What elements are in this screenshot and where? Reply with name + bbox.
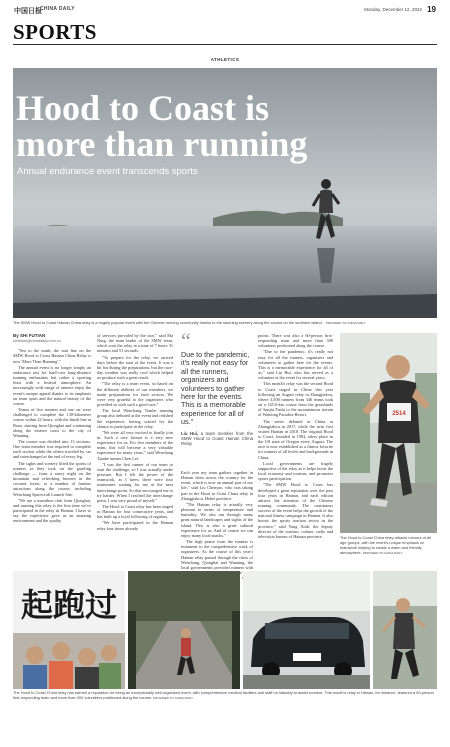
- paragraph: "I was the first runner of our team to start the challenge, so I was actually under pressure. But I felt the power of the teamwork, as I knew there were four teammates waiting for me at the next interchange point. So that encouraged me to try harder. When I reached the interchange point, I was very proud of myself.": [97, 461, 173, 503]
- article-column-4: [258, 333, 333, 540]
- headline-deck: Annual endurance event transcends sports: [17, 166, 198, 177]
- paragraph: The course was divided into 13 sections. One team member was required to complete each section while the others traveled by car and interchanged at the end of every leg.: [13, 438, 91, 460]
- paragraph: "We were all very excited to finally join in. Such a race format is a very new experience for us. For five members of the team, this will become a very valuable experience for many years," said Wenchang Tianhe runner Chen Lei.: [97, 429, 173, 461]
- paragraph: The sights and scenery lifted the spirits of runners as they took on the grueling challenge — from a starry night on the mountain and refreshing breezes in the coconut forest, to a number of famous attractions along the course, including Wenchang Spacecraft Launch Site.: [13, 460, 91, 497]
- page-number: 19: [427, 5, 436, 14]
- bottom-photo-caption: [13, 690, 437, 701]
- paragraph: "We have participated in the Hainan relay four times already.: [97, 520, 173, 531]
- side-photo-caption: [340, 535, 437, 556]
- hero-caption-credit: PROVIDED TO CHINA DAILY: [325, 321, 366, 325]
- section-title: SPORTS: [13, 20, 97, 44]
- paragraph: Teams of five runners and one car were challenged to complete the 138-kilometer course within 22 hours, with the finish line at Boao, starting from Qionghai and continuing along the eastern coast to the city of Wanning.: [13, 407, 91, 438]
- article-column-3: [181, 470, 253, 586]
- section-rule: [13, 44, 437, 45]
- paragraph: "Due to the pandemic, it's really not easy for all the runners, organizers and volunteers to gather here for the events. This is a memorable experience for all of us," said Liu Hui, who has served as a volunteer at the event for several years.: [258, 349, 333, 381]
- paragraph: The series debuted in China at Zhangjiakou in 2017, while the twin first visited Hainan in 2018. The original Hood to Coast, founded in 1982, takes place in the US state of Oregon every August. The race is now established as a fitness favorite for runners of all levels and backgrounds in China.: [258, 418, 333, 460]
- paragraph: The Hood to Coast relay has been staged in Hainan for four consecutive years, and has built up a loyal following of regulars.: [97, 504, 173, 520]
- bottom-photo-4: [373, 571, 437, 689]
- side-caption-credit: PROVIDED TO CHINA DAILY: [362, 551, 403, 555]
- quote-mark-icon: “: [181, 328, 191, 353]
- headline: [16, 90, 316, 162]
- paragraph: The annual event is no longer simply an endurance test for hard-core long-distance running enthusiasts but rather a sporting feast with a festival atmosphere. An increasingly wide range of runners enjoy the event's unique appeal thanks to its emphasis on team spirit and the natural beauty of the course.: [13, 364, 91, 406]
- headline-line-1: Hood to Coast is: [16, 88, 270, 128]
- paragraph: points. There was also a 60-person first-responding team and more than 300 volunteers positioned along the course.: [258, 333, 333, 349]
- bottom-caption-text: The Hood to Coast China relay has earned a reputation for being an exceptionally well-organized event, with comprehensive medical facilities and staff on standby to assist runners. This month's relay in Hainan, for instance, featured a 60-person first-responding team and more than 300 volunteers positioned along the course.: [13, 690, 434, 700]
- headline-line-2: more than running: [16, 124, 308, 164]
- pull-quote: [181, 328, 253, 446]
- bottom-caption-credit: PROVIDED TO CHINA DAILY: [153, 696, 194, 700]
- paragraph: The high praise from the runners is testament to the comprehensive work of organizers. As the course of this year's Hainan relay passed through the cities of Wenchang, Qionghai and Wanning, the local governments provided runners with: [181, 539, 253, 570]
- pull-quote-attribution: [181, 431, 253, 446]
- byline: By SHI FUTIAN: [13, 333, 46, 338]
- issue-date: Monday, December 12, 2022: [364, 7, 422, 12]
- author-email: shifutian@chinadaily.com.cn: [13, 339, 61, 344]
- paragraph: The local Wenchang Tianhe running group also debuted at the event and relished the experience, having waited for the chance to participate in the relay.: [97, 408, 173, 429]
- side-photo: [340, 333, 437, 533]
- pull-quote-role: a team member from the SMW Hood to Coast Hainan China Relay: [181, 430, 253, 446]
- paragraph: "The relay is a team event, so based on the different abilities of our members, we made preparations for each section. We were very grateful to the organizers who provided us with such a good race.": [97, 381, 173, 408]
- paragraph: of services provided by the race," said Ma Ning, the team leader of the SMW team, which won the relay in a time of 7 hours 31 minutes and 51 seconds.: [97, 333, 173, 354]
- kicker: ATHLETICS: [210, 57, 240, 62]
- paragraph: "We are a marathon club from Qionghai, and running this relay is the first time we've participated in the relay in Hainan. I have to say the experience gave us an amazing environment and the quality: [13, 497, 91, 524]
- paragraph: "Sea to the south, the start line on the SMW Hood to Coast Hainan China Relay is now 'More Than Running'.": [13, 348, 91, 364]
- side-caption-text: The Hood to Coast China relay attracts runners of all age groups, with the event's unique emphasis on teamwork helping to create a warm and friendly atmosphere.: [340, 535, 431, 555]
- paragraph: "The Hainan relay is actually very pleasant in terms of temperature and humidity. We also ran through many great natural landscapes and sights of the island. This is also a great cultural experience for us. And of course we can enjoy many local snacks.": [181, 501, 253, 538]
- article-column-2: [97, 333, 173, 532]
- bottom-photo-1: [13, 571, 125, 689]
- pull-quote-text: Due to the pandemic, it's really not easy for all the runners, organizers and volunteers to gather here for the events. This is a memorable experience for all of us.": [181, 350, 250, 427]
- paragraph: "The SMW Hood to Coast has developed a great reputation over the past four years in Hainan, and each edition attracts the attention of the Chinese running community. The continuous success of the event helps the growth of the national fitness campaign in Hainan. It also boosts the sports tourism sector in the province," said Yang Xinli, the deputy director of the tourism, culture, radio and television bureau of Hainan province.: [258, 482, 333, 539]
- masthead: [14, 6, 436, 18]
- bottom-photo-2: [128, 571, 240, 689]
- paragraph: "To prepare for the relay, we arrived days before the start of the event. It was a bit hot during the preparations, but the race-day weather was really cool which helped us produce such a great result.: [97, 354, 173, 381]
- race-bib: 2514: [392, 411, 406, 417]
- bottom-photo-3: [243, 571, 370, 689]
- paragraph: Each year my team gathers together in Hainan from across the country for the event, which is now an annual part of our life," said Liu Chenyao, who was taking part in the Hood to Coast China relay in Zhangjiakou, Hebei province.: [181, 470, 253, 501]
- hero-caption: [13, 320, 437, 326]
- publication-name: CHINA DAILY: [40, 6, 75, 12]
- pull-quote-name: Liu Hui,: [181, 430, 199, 436]
- paragraph: This month's relay was the second Hood to Coast staged in China this year following an August relay in Zhangjiakou, where 3,500 runners from 346 teams took on a 145.6-km course from the grasslands of Sanjia Fushi to the mountainous terrain of Wanlong Paradise Resort.: [258, 381, 333, 418]
- masthead-logo: 中国日报: [14, 7, 42, 15]
- hero-caption-text: The SMW Hood to Coast Hainan China relay is a hugely popular event with the Chinese running community thanks to the stunning scenery along the course on the southern island.: [13, 320, 323, 325]
- article-column-1: [13, 333, 91, 524]
- paragraph: Local governments are hugely supportive of the relay as it helps boost the local economy and tourism, and promotes sports participation.: [258, 460, 333, 482]
- banner-chinese-text: 起跑过: [20, 586, 118, 624]
